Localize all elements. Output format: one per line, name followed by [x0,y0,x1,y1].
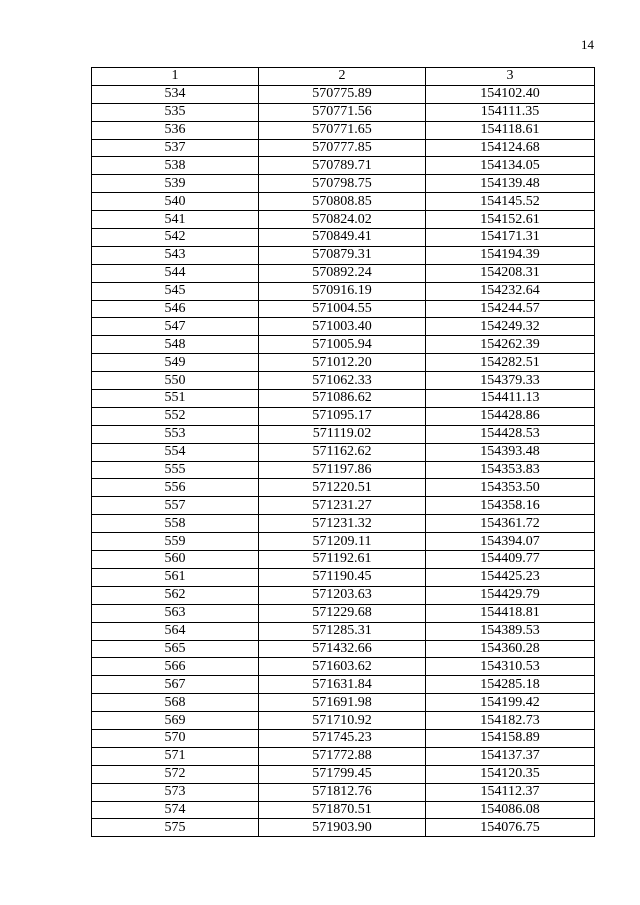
table-row [92,354,595,372]
point-number-cell: 537 [92,139,259,157]
point-number-cell: 575 [92,819,259,837]
table-row [92,282,595,300]
y-coordinate-cell: 154282.51 [426,354,595,372]
table-row [92,318,595,336]
y-coordinate-cell: 154425.23 [426,568,595,586]
point-number-cell: 571 [92,747,259,765]
table-row [92,622,595,640]
table-row [92,300,595,318]
table-row [92,264,595,282]
table-row [92,729,595,747]
point-number-cell: 548 [92,336,259,354]
x-coordinate-cell: 571162.62 [259,443,426,461]
x-coordinate-cell: 571710.92 [259,712,426,730]
point-number-cell: 535 [92,103,259,121]
table-row [92,515,595,533]
table-row [92,425,595,443]
y-coordinate-cell: 154418.81 [426,604,595,622]
x-coordinate-cell: 571631.84 [259,676,426,694]
table-row [92,85,595,103]
x-coordinate-cell: 571603.62 [259,658,426,676]
y-coordinate-cell: 154232.64 [426,282,595,300]
y-coordinate-cell: 154194.39 [426,246,595,264]
point-number-cell: 536 [92,121,259,139]
x-coordinate-cell: 571870.51 [259,801,426,819]
point-number-cell: 534 [92,85,259,103]
table-header-row [92,68,595,86]
x-coordinate-cell: 571086.62 [259,390,426,408]
point-number-cell: 544 [92,264,259,282]
point-number-cell: 546 [92,300,259,318]
y-coordinate-cell: 154379.33 [426,372,595,390]
table-row [92,604,595,622]
y-coordinate-cell: 154428.53 [426,425,595,443]
table-body [92,85,595,836]
table-row [92,533,595,551]
point-number-cell: 551 [92,390,259,408]
point-number-cell: 562 [92,586,259,604]
y-coordinate-cell: 154076.75 [426,819,595,837]
point-number-cell: 538 [92,157,259,175]
x-coordinate-cell: 571203.63 [259,586,426,604]
x-coordinate-cell: 571799.45 [259,765,426,783]
point-number-cell: 553 [92,425,259,443]
y-coordinate-cell: 154145.52 [426,193,595,211]
table-row [92,801,595,819]
x-coordinate-cell: 571119.02 [259,425,426,443]
point-number-cell: 547 [92,318,259,336]
y-coordinate-cell: 154152.61 [426,211,595,229]
y-coordinate-cell: 154111.35 [426,103,595,121]
y-coordinate-cell: 154358.16 [426,497,595,515]
column-header-2: 2 [259,68,426,86]
y-coordinate-cell: 154361.72 [426,515,595,533]
table-row [92,246,595,264]
point-number-cell: 554 [92,443,259,461]
table-row [92,658,595,676]
y-coordinate-cell: 154389.53 [426,622,595,640]
y-coordinate-cell: 154118.61 [426,121,595,139]
x-coordinate-cell: 570824.02 [259,211,426,229]
table-row [92,407,595,425]
x-coordinate-cell: 571005.94 [259,336,426,354]
point-number-cell: 567 [92,676,259,694]
point-number-cell: 572 [92,765,259,783]
y-coordinate-cell: 154360.28 [426,640,595,658]
x-coordinate-cell: 570775.89 [259,85,426,103]
y-coordinate-cell: 154428.86 [426,407,595,425]
y-coordinate-cell: 154244.57 [426,300,595,318]
table-row [92,676,595,694]
table-row [92,568,595,586]
x-coordinate-cell: 571691.98 [259,694,426,712]
y-coordinate-cell: 154124.68 [426,139,595,157]
x-coordinate-cell: 570798.75 [259,175,426,193]
table-row [92,640,595,658]
point-number-cell: 558 [92,515,259,533]
point-number-cell: 552 [92,407,259,425]
x-coordinate-cell: 571812.76 [259,783,426,801]
table-row [92,586,595,604]
x-coordinate-cell: 570789.71 [259,157,426,175]
table-row [92,551,595,569]
table-row [92,479,595,497]
point-number-cell: 564 [92,622,259,640]
table-row [92,175,595,193]
x-coordinate-cell: 571062.33 [259,372,426,390]
y-coordinate-cell: 154409.77 [426,551,595,569]
point-number-cell: 555 [92,461,259,479]
x-coordinate-cell: 571231.32 [259,515,426,533]
y-coordinate-cell: 154353.50 [426,479,595,497]
y-coordinate-cell: 154158.89 [426,729,595,747]
point-number-cell: 573 [92,783,259,801]
y-coordinate-cell: 154429.79 [426,586,595,604]
y-coordinate-cell: 154208.31 [426,264,595,282]
x-coordinate-cell: 570879.31 [259,246,426,264]
point-number-cell: 541 [92,211,259,229]
x-coordinate-cell: 571012.20 [259,354,426,372]
point-number-cell: 549 [92,354,259,372]
point-number-cell: 569 [92,712,259,730]
point-number-cell: 542 [92,229,259,247]
x-coordinate-cell: 571003.40 [259,318,426,336]
y-coordinate-cell: 154139.48 [426,175,595,193]
y-coordinate-cell: 154137.37 [426,747,595,765]
x-coordinate-cell: 571432.66 [259,640,426,658]
table-row [92,461,595,479]
y-coordinate-cell: 154285.18 [426,676,595,694]
x-coordinate-cell: 571197.86 [259,461,426,479]
point-number-cell: 545 [92,282,259,300]
table-row [92,372,595,390]
point-number-cell: 563 [92,604,259,622]
x-coordinate-cell: 570916.19 [259,282,426,300]
table-row [92,747,595,765]
y-coordinate-cell: 154120.35 [426,765,595,783]
y-coordinate-cell: 154411.13 [426,390,595,408]
table-row [92,336,595,354]
table-row [92,229,595,247]
y-coordinate-cell: 154171.31 [426,229,595,247]
point-number-cell: 540 [92,193,259,211]
table-row [92,193,595,211]
point-number-cell: 543 [92,246,259,264]
table-row [92,211,595,229]
x-coordinate-cell: 571192.61 [259,551,426,569]
table-row [92,765,595,783]
coordinates-table [91,67,595,837]
x-coordinate-cell: 571004.55 [259,300,426,318]
point-number-cell: 559 [92,533,259,551]
column-header-1: 1 [92,68,259,86]
x-coordinate-cell: 570771.65 [259,121,426,139]
y-coordinate-cell: 154393.48 [426,443,595,461]
point-number-cell: 570 [92,729,259,747]
x-coordinate-cell: 571229.68 [259,604,426,622]
x-coordinate-cell: 570849.41 [259,229,426,247]
table-row [92,712,595,730]
table-row [92,497,595,515]
x-coordinate-cell: 570892.24 [259,264,426,282]
x-coordinate-cell: 571095.17 [259,407,426,425]
y-coordinate-cell: 154134.05 [426,157,595,175]
x-coordinate-cell: 571772.88 [259,747,426,765]
y-coordinate-cell: 154394.07 [426,533,595,551]
y-coordinate-cell: 154353.83 [426,461,595,479]
table-row [92,694,595,712]
column-header-3: 3 [426,68,595,86]
table-row [92,443,595,461]
point-number-cell: 556 [92,479,259,497]
y-coordinate-cell: 154102.40 [426,85,595,103]
x-coordinate-cell: 571231.27 [259,497,426,515]
table-row [92,390,595,408]
table-row [92,157,595,175]
y-coordinate-cell: 154199.42 [426,694,595,712]
table-row [92,103,595,121]
x-coordinate-cell: 571285.31 [259,622,426,640]
point-number-cell: 539 [92,175,259,193]
table-row [92,783,595,801]
point-number-cell: 550 [92,372,259,390]
y-coordinate-cell: 154262.39 [426,336,595,354]
table-row [92,139,595,157]
x-coordinate-cell: 571209.11 [259,533,426,551]
point-number-cell: 565 [92,640,259,658]
y-coordinate-cell: 154182.73 [426,712,595,730]
x-coordinate-cell: 571220.51 [259,479,426,497]
point-number-cell: 568 [92,694,259,712]
y-coordinate-cell: 154112.37 [426,783,595,801]
x-coordinate-cell: 570777.85 [259,139,426,157]
y-coordinate-cell: 154086.08 [426,801,595,819]
point-number-cell: 574 [92,801,259,819]
x-coordinate-cell: 570808.85 [259,193,426,211]
x-coordinate-cell: 571745.23 [259,729,426,747]
x-coordinate-cell: 570771.56 [259,103,426,121]
point-number-cell: 560 [92,551,259,569]
y-coordinate-cell: 154310.53 [426,658,595,676]
x-coordinate-cell: 571903.90 [259,819,426,837]
point-number-cell: 566 [92,658,259,676]
point-number-cell: 561 [92,568,259,586]
point-number-cell: 557 [92,497,259,515]
x-coordinate-cell: 571190.45 [259,568,426,586]
y-coordinate-cell: 154249.32 [426,318,595,336]
page-number: 14 [581,37,594,52]
table-row [92,819,595,837]
table-row [92,121,595,139]
